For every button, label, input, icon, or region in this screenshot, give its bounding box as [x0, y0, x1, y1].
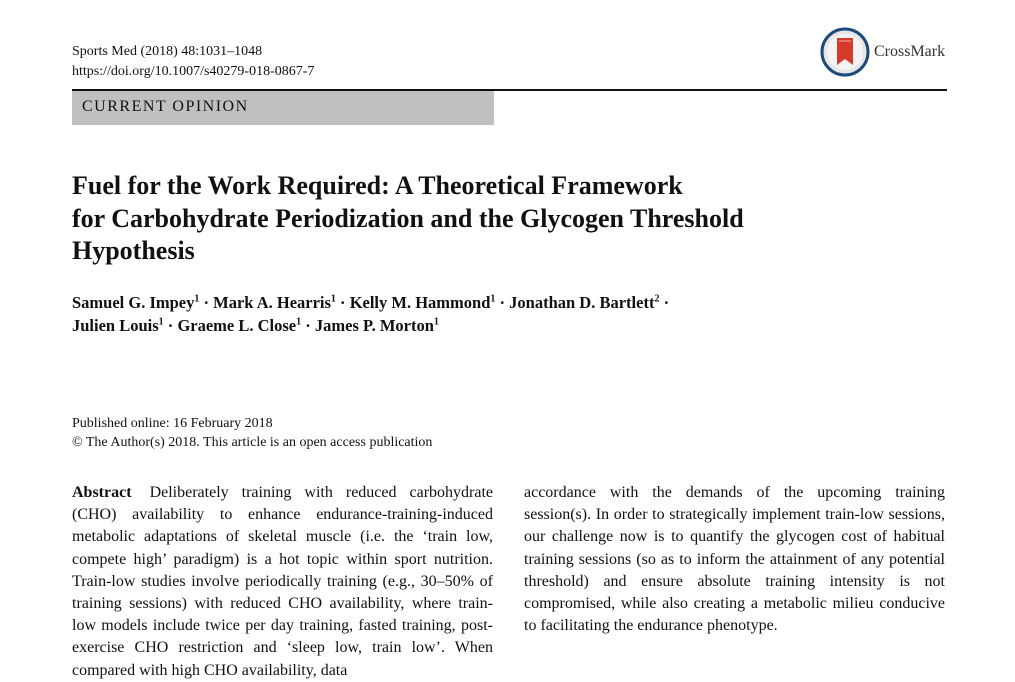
author-list: [72, 292, 892, 337]
author-affiliation: 1: [194, 293, 200, 305]
abstract-column-left: [72, 482, 493, 682]
author-name[interactable]: Graeme L. Close: [177, 315, 297, 335]
article-title: [72, 170, 872, 268]
abstract-column-right: [524, 482, 945, 637]
author-affiliation: 1: [330, 293, 336, 305]
author-separator: ·: [301, 315, 315, 335]
copyright-notice: © The Author(s) 2018. This article is an open access publication: [72, 435, 433, 450]
title-line: Hypothesis: [72, 236, 195, 265]
author-separator: ·: [163, 315, 178, 335]
crossmark-label: CrossMark: [874, 43, 946, 60]
journal-citation: Sports Med (2018) 48:1031–1048: [72, 44, 263, 59]
title-line: for Carbohydrate Periodization and the Glycogen Threshold: [72, 203, 744, 233]
crossmark-badge[interactable]: [820, 26, 950, 78]
abstract-text-left: Deliberately training with reduced carbohydrate (CHO) availability to enhance endurance-training-induced metabolic adaptations of skeletal muscle (i.e. the ‘train low, compete high’ paradigm) is a hot topic within sport nutrition. Train-low studies involve periodically training (e.g., 30–50% of training sessions) with reduced CHO availability, where train-low models include twice per day training, fasted training, post-exercise CHO restriction and ‘sleep low, train low’. When compared with high CHO availability, data: [72, 484, 494, 679]
author-separator: ·: [659, 293, 674, 312]
author-line: [72, 292, 892, 315]
author-separator: ·: [335, 293, 350, 312]
crossmark-icon: [820, 27, 870, 77]
author-affiliation: 1: [490, 293, 496, 305]
section-label-bar: [72, 91, 494, 125]
doi-link[interactable]: https://doi.org/10.1007/s40279-018-0867-7: [72, 64, 315, 79]
author-name[interactable]: Samuel G. Impey: [72, 293, 195, 312]
author-name[interactable]: Kelly M. Hammond: [349, 293, 491, 312]
author-affiliation: 1: [433, 316, 439, 327]
section-label: CURRENT OPINION: [82, 98, 249, 115]
publication-info: [72, 414, 432, 452]
author-separator: ·: [495, 293, 510, 312]
published-date: Published online: 16 February 2018: [72, 416, 273, 431]
author-affiliation: 1: [158, 316, 164, 327]
author-name[interactable]: James P. Morton: [314, 315, 434, 335]
author-affiliation: 1: [296, 316, 302, 327]
author-affiliation: 2: [654, 293, 660, 305]
title-line: Fuel for the Work Required: A Theoretical Framework: [72, 171, 683, 200]
abstract-text-right: accordance with the demands of the upcoming training session(s). In order to strategically implement train-low sessions, our challenge now is to quantify the glycogen cost of habitual training sessions (so as to inform the attainment of any potential threshold) and ensure absolute training intensity is not compromised, while also creating a metabolic milieu conducive to facilitating the endurance phenotype.: [524, 484, 945, 635]
author-separator: ·: [199, 293, 214, 312]
author-line: [72, 315, 892, 338]
abstract-label: Abstract: [72, 484, 132, 501]
author-name[interactable]: Mark A. Hearris: [213, 293, 331, 312]
author-name[interactable]: Jonathan D. Bartlett: [509, 293, 655, 312]
journal-info: [72, 42, 314, 82]
author-name[interactable]: Julien Louis: [72, 315, 159, 335]
